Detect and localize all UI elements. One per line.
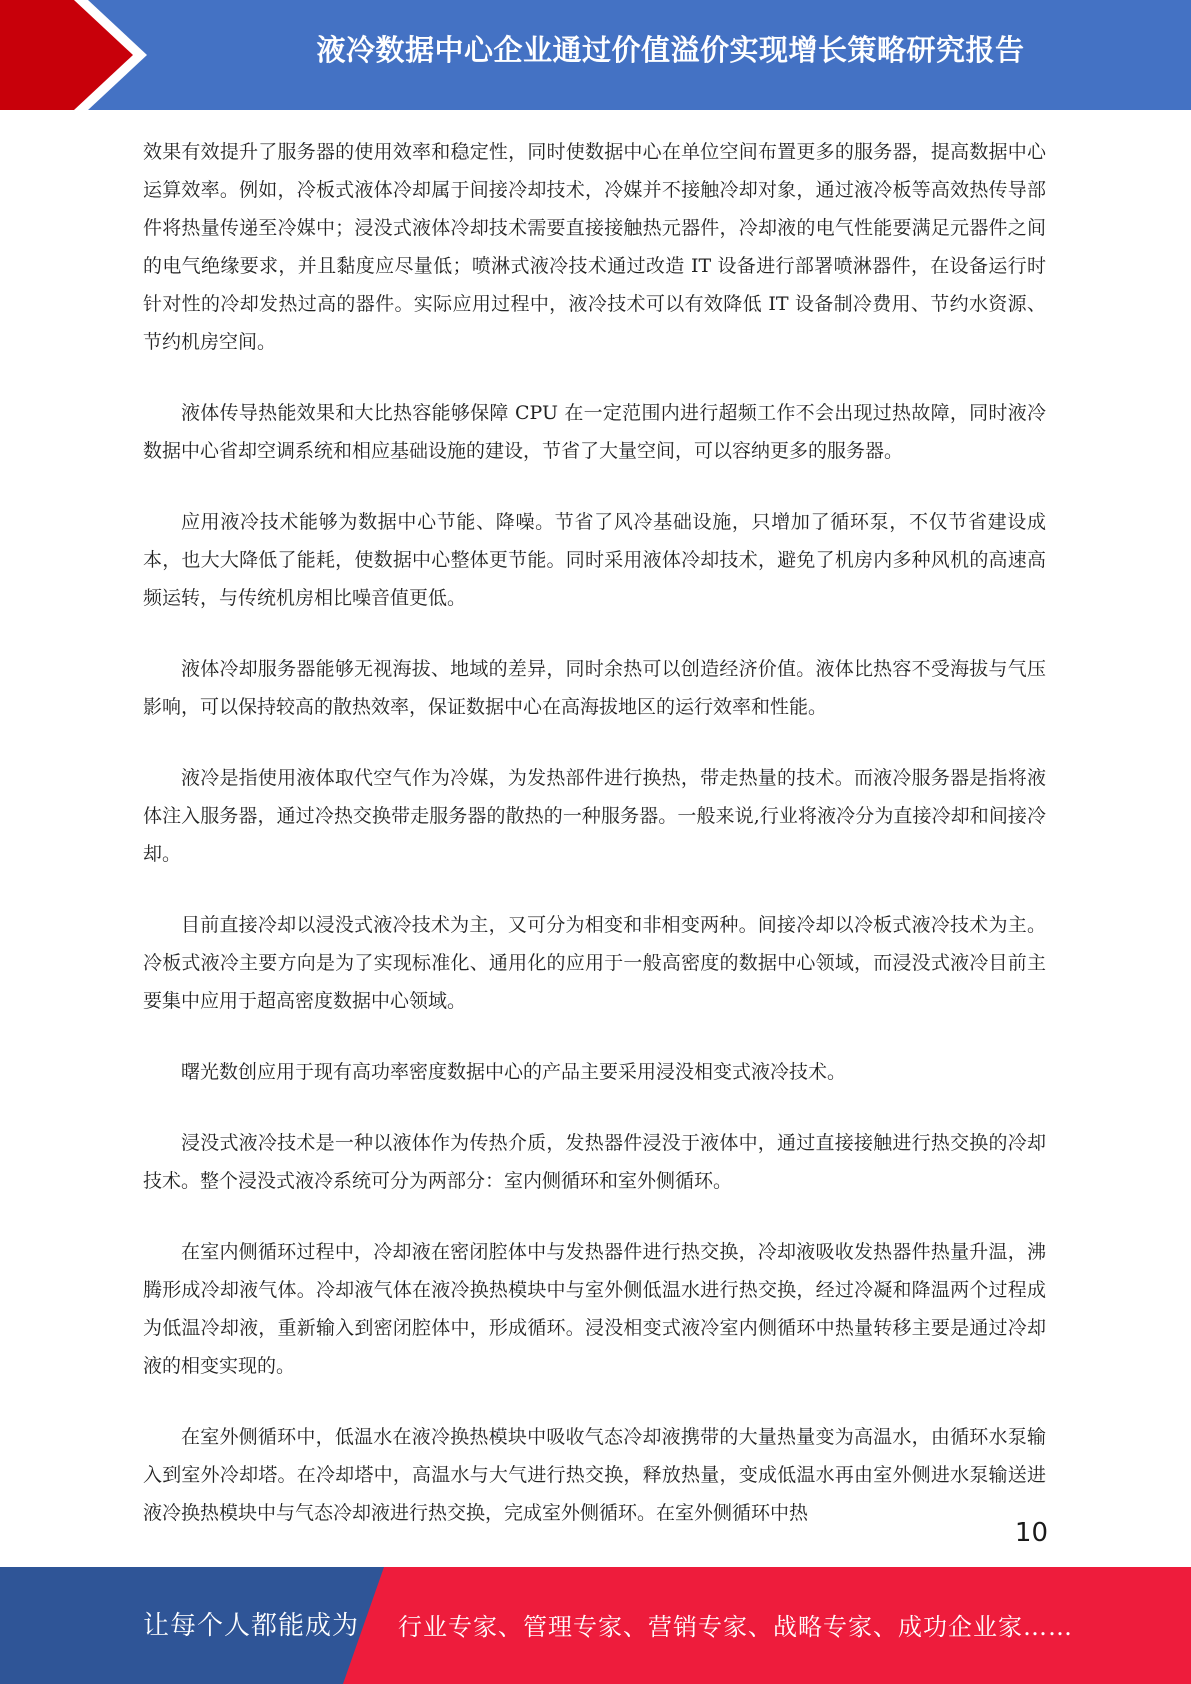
paragraph: 液体冷却服务器能够无视海拔、地域的差异，同时余热可以创造经济价值。液体比热容不受海拔与气压影响，可以保持较高的散热效率，保证数据中心在高海拔地区的运行效率和性能。 bbox=[143, 658, 1046, 718]
paragraph: 效果有效提升了服务器的使用效率和稳定性，同时使数据中心在单位空间布置更多的服务器，提高数据中心运算效率。例如，冷板式液体冷却属于间接冷却技术，冷媒并不接触冷却对象，通过液冷板等高效热传导部件将热量传递至冷媒中；浸没式液体冷却技术需要直接接触热元器件，冷却液的电气性能要满足元器件之间的电气绝缘要求，并且黏度应尽量低；喷淋式液冷技术通过改造 IT 设备进行部署喷淋器件，在设备运行时针对性的冷却发热过高的器件。实际应用过程中，液冷技术可以有效降低 IT 设备制冷费用、节约水资源、节约机房空间。 bbox=[143, 141, 1046, 353]
paragraph: 曙光数创应用于现有高功率密度数据中心的产品主要采用浸没相变式液冷技术。 bbox=[181, 1061, 847, 1083]
page-number: 10 bbox=[1014, 1518, 1048, 1548]
paragraph: 液体传导热能效果和大比热容能够保障 CPU 在一定范围内进行超频工作不会出现过热故障，同时液冷数据中心省却空调系统和相应基础设施的建设，节省了大量空间，可以容纳更多的服务器。 bbox=[143, 402, 1046, 462]
paragraph: 应用液冷技术能够为数据中心节能、降噪。节省了风冷基础设施，只增加了循环泵，不仅节省建设成本，也大大降低了能耗，使数据中心整体更节能。同时采用液体冷却技术，避免了机房内多种风机的高速高频运转，与传统机房相比噪音值更低。 bbox=[143, 511, 1046, 609]
paragraph: 浸没式液冷技术是一种以液体作为传热介质，发热器件浸没于液体中，通过直接接触进行热交换的冷却技术。整个浸没式液冷系统可分为两部分：室内侧循环和室外侧循环。 bbox=[143, 1132, 1046, 1192]
paragraph: 液冷是指使用液体取代空气作为冷媒，为发热部件进行换热，带走热量的技术。而液冷服务器是指将液体注入服务器，通过冷热交换带走服务器的散热的一种服务器。一般来说,行业将液冷分为直接冷却和间接冷却。 bbox=[143, 767, 1046, 865]
report-title: 液冷数据中心企业通过价值溢价实现增长策略研究报告 bbox=[316, 33, 1025, 67]
paragraph: 在室外侧循环中，低温水在液冷换热模块中吸收气态冷却液携带的大量热量变为高温水，由循环水泵输入到室外冷却塔。在冷却塔中，高温水与大气进行热交换，释放热量，变成低温水再由室外侧进水泵输送进液冷换热模块中与气态冷却液进行热交换，完成室外侧循环。在室外侧循环中热 bbox=[143, 1426, 1046, 1524]
page-header bbox=[0, 0, 1191, 110]
footer-tagline: 行业专家、管理专家、营销专家、战略专家、成功企业家…… bbox=[398, 1613, 1073, 1641]
paragraph: 在室内侧循环过程中，冷却液在密闭腔体中与发热器件进行热交换，冷却液吸收发热器件热量升温，沸腾形成冷却液气体。冷却液气体在液冷换热模块中与室外侧低温水进行热交换，经过冷凝和降温两个过程成为低温冷却液，重新输入到密闭腔体中，形成循环。浸没相变式液冷室内侧循环中热量转移主要是通过冷却液的相变实现的。 bbox=[143, 1241, 1046, 1377]
header-chevron-icon bbox=[0, 0, 160, 110]
paragraph: 目前直接冷却以浸没式液冷技术为主，又可分为相变和非相变两种。间接冷却以冷板式液冷技术为主。冷板式液冷主要方向是为了实现标准化、通用化的应用于一般高密度的数据中心领域，而浸没式液冷目前主要集中应用于超高密度数据中心领域。 bbox=[143, 914, 1046, 1012]
footer-slogan: 让每个人都能成为 bbox=[143, 1611, 360, 1641]
report-body bbox=[143, 133, 1046, 1565]
page-footer bbox=[0, 1567, 1191, 1684]
